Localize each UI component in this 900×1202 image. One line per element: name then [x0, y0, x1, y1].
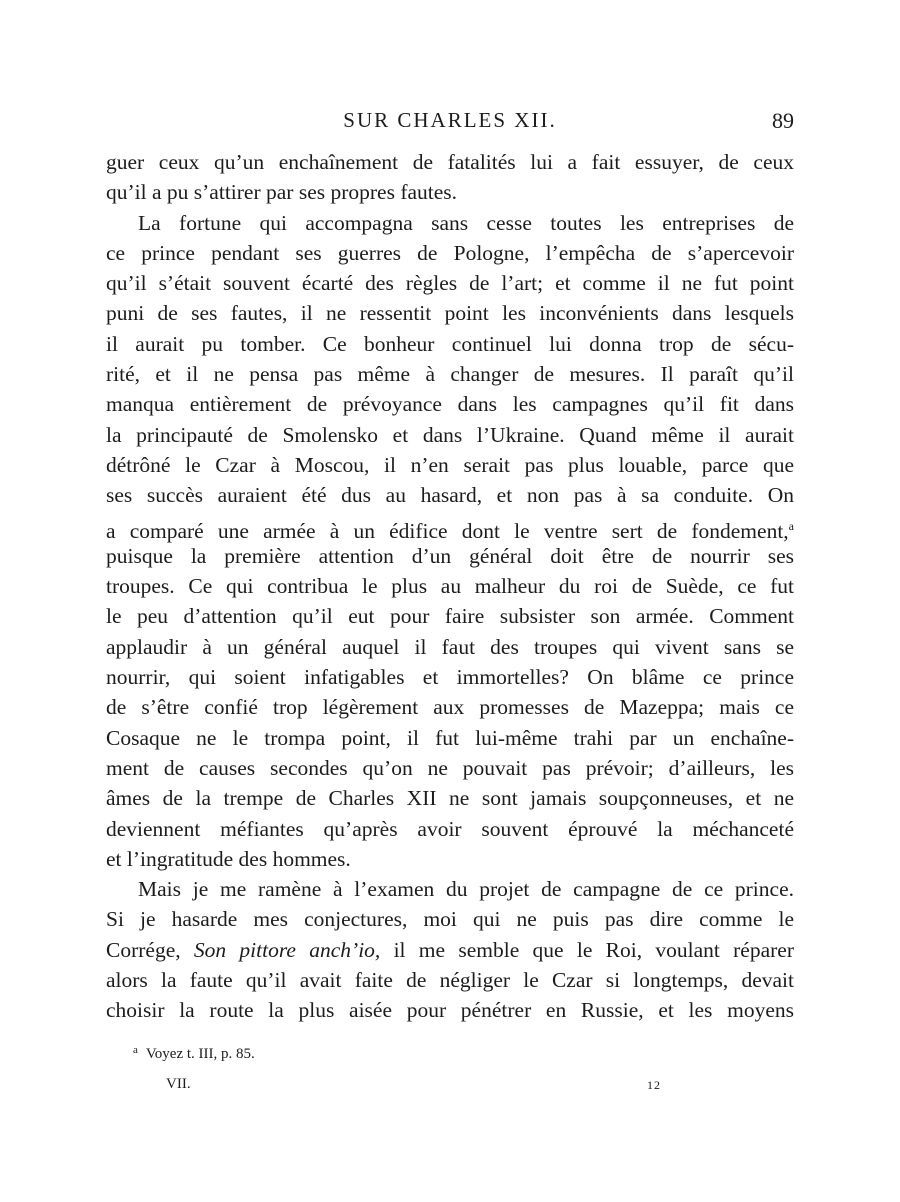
- running-title: SUR CHARLES XII.: [343, 108, 557, 132]
- text-line: ment de causes secondes qu’on ne pouvait pas prévoir; d’ailleurs, les: [106, 755, 794, 780]
- text-line: Cosaque ne le trompa point, il fut lui-même trahi par un enchaîne-: [106, 725, 794, 750]
- text-line: rité, et il ne pensa pas même à changer de mesures. Il paraît qu’il: [106, 362, 794, 387]
- text-line: ses succès auraient été dus au hasard, et non pas à sa conduite. On: [106, 483, 794, 508]
- footnote: [133, 1044, 255, 1063]
- footnote-reference: a: [788, 518, 794, 533]
- text-line: puni de ses fautes, il ne ressentit point les inconvénients dans lesquels: [106, 301, 794, 326]
- italic-quotation: Son pittore anch’io,: [193, 937, 381, 962]
- text-line: choisir la route la plus aisée pour pénétrer en Russie, et les moyens: [106, 998, 794, 1023]
- text-line: ce prince pendant ses guerres de Pologne, l’empêcha de s’apercevoir: [106, 240, 794, 265]
- running-header: [106, 108, 794, 140]
- text-line: âmes de la trempe de Charles XII ne sont jamais soupçonneuses, et ne: [106, 786, 794, 811]
- text-line-with-quote: [106, 935, 794, 965]
- text-line: manqua entièrement de prévoyance dans les campagnes qu’il fit dans: [106, 392, 794, 417]
- signature-mark: VII.: [166, 1076, 191, 1092]
- text-segment: Corrége,: [106, 937, 181, 962]
- body-text: [106, 147, 794, 1026]
- page-number: 89: [772, 108, 794, 133]
- text-line: détrôné le Czar à Moscou, il n’en serait pas plus louable, parce que: [106, 452, 794, 477]
- text-line: troupes. Ce qui contribua le plus au malheur du roi de Suède, ce fut: [106, 574, 794, 599]
- text-line: Si je hasarde mes conjectures, moi qui ne puis pas dire comme le: [106, 907, 794, 932]
- text-line: guer ceux qu’un enchaînement de fatalités lui a fait essuyer, de ceux: [106, 150, 794, 174]
- footnote-text: Voyez t. III, p. 85.: [145, 1046, 255, 1062]
- text-line: Mais je me ramène à l’examen du projet de campagne de ce prince.: [138, 877, 794, 902]
- text-line: de s’être confié trop légèrement aux promesses de Mazeppa; mais ce: [106, 695, 794, 720]
- text-segment: a comparé une armée à un édifice dont le ventre sert de fondement,: [106, 518, 789, 543]
- text-line: il aurait pu tomber. Ce bonheur continuel lui donna trop de sécu-: [106, 331, 794, 356]
- text-line-with-note: [106, 511, 794, 541]
- text-line: La fortune qui accompagna sans cesse toutes les entreprises de: [138, 210, 794, 235]
- text-line: applaudir à un général auquel il faut des troupes qui vivent sans se: [106, 634, 794, 659]
- text-line: nourrir, qui soient infatigables et immortelles? On blâme ce prince: [106, 665, 794, 690]
- text-segment: il me semble que le Roi, voulant réparer: [393, 937, 794, 962]
- text-line: la principauté de Smolensko et dans l’Ukraine. Quand même il aurait: [106, 422, 794, 447]
- text-line: qu’il a pu s’attirer par ses propres fautes.: [106, 180, 458, 205]
- text-line: le peu d’attention qu’il eut pour faire subsister son armée. Comment: [106, 604, 794, 629]
- text-line: qu’il s’était souvent écarté des règles de l’art; et comme il ne fut point: [106, 271, 794, 296]
- text-line: puisque la première attention d’un général doit être de nourrir ses: [106, 543, 794, 568]
- sheet-number: 12: [647, 1078, 661, 1092]
- text-line: alors la faute qu’il avait faite de négliger le Czar si longtemps, devait: [106, 968, 794, 993]
- text-line: deviennent méfiantes qu’après avoir souvent éprouvé la méchanceté: [106, 816, 794, 841]
- text-line: et l’ingratitude des hommes.: [106, 846, 351, 871]
- footnote-mark: a: [133, 1044, 138, 1056]
